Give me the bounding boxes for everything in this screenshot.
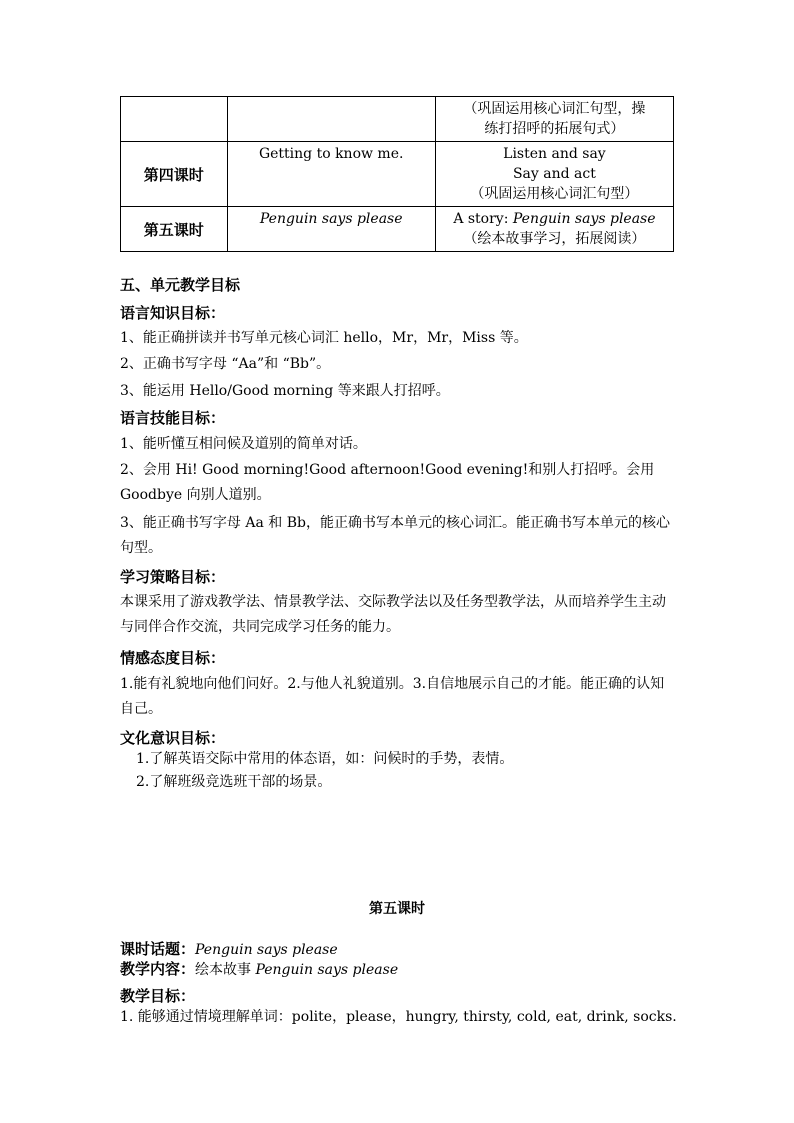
- cell-line: Listen and say: [503, 146, 606, 162]
- lesson-topic-line: [120, 939, 676, 960]
- list-item: 3、能运用 Hello/Good morning 等来跟人打招呼。: [120, 383, 450, 399]
- paragraph: 本课采用了游戏教学法、情景教学法、交际教学法以及任务型教学法，从而培养学生主动与同伴合作交流，共同完成学习任务的能力。: [120, 594, 666, 635]
- subsection-title: 学习策略目标：: [120, 568, 226, 586]
- table-cell-content: [435, 142, 673, 207]
- subsection-title: 情感态度目标：: [120, 649, 226, 667]
- lesson-content-line: [120, 959, 676, 980]
- cell-line: （绘本故事学习，拓展阅读）: [463, 231, 646, 247]
- subsection-title: 语言知识目标：: [120, 304, 226, 322]
- content-value: Penguin says please: [255, 962, 399, 978]
- cell-line: （巩固运用核心词汇句型）: [470, 186, 639, 202]
- topic-value: Penguin says please: [195, 942, 338, 958]
- cell-line: [436, 209, 673, 229]
- list-item: 1、能听懂互相问候及道别的简单对话。: [120, 436, 367, 452]
- section-heading: 五、单元教学目标: [120, 276, 241, 294]
- lesson-label: 第五课时: [121, 207, 228, 252]
- lesson-title: 第五课时: [369, 901, 425, 917]
- table-cell-content: [435, 97, 673, 142]
- table-row: [121, 142, 674, 207]
- goals-label: 教学目标：: [120, 987, 196, 1005]
- table-row: [121, 207, 674, 252]
- list-item: 2.了解班级竞选班干部的场景。: [136, 774, 332, 790]
- table-cell-content: [435, 207, 673, 252]
- content-label: 教学内容：: [120, 960, 196, 978]
- paragraph: 1.能有礼貌地向他们问好。2.与他人礼貌道别。3.自信地展示自己的才能。能正确的认知自己。: [120, 676, 665, 717]
- story-title: Penguin says please: [512, 211, 656, 227]
- list-item: 2、会用 Hi! Good morning!Good afternoon!Good evening!和别人打招呼。会用 Goodbye 向别人道别。: [120, 462, 655, 503]
- subsection-title: 文化意识目标：: [120, 729, 226, 747]
- lesson-label: 第四课时: [121, 142, 228, 207]
- lesson-topic: Penguin says please: [227, 207, 435, 252]
- list-item: 1.了解英语交际中常用的体态语，如：问候时的手势，表情。: [136, 751, 514, 767]
- lesson-topic: Getting to know me.: [227, 142, 435, 207]
- table-cell-empty: [227, 97, 435, 142]
- goal-item: 1. 能够通过情境理解单词：polite，please，hungry, thirsty, cold, eat, drink, socks.: [120, 1009, 677, 1025]
- cell-line: （巩固运用核心词汇句型，操: [463, 101, 646, 117]
- table-cell-empty: [121, 97, 228, 142]
- subsection-title: 语言技能目标：: [120, 409, 226, 427]
- list-item: 1、能正确拼读并书写单元核心词汇 hello，Mr，Mr，Miss 等。: [120, 330, 528, 346]
- story-prefix: A story:: [453, 211, 513, 227]
- list-item: 2、正确书写字母 “Aa”和 “Bb”。: [120, 356, 331, 372]
- topic-label: 课时话题：: [120, 940, 196, 958]
- lesson-schedule-table: [120, 96, 674, 252]
- list-item: 3、能正确书写字母 Aa 和 Bb，能正确书写本单元的核心词汇。能正确书写本单元的核心句型。: [120, 515, 670, 556]
- content-prefix: 绘本故事: [195, 962, 256, 978]
- cell-line: 练打招呼的拓展句式）: [484, 121, 625, 137]
- cell-line: Say and act: [512, 166, 596, 182]
- table-row: [121, 97, 674, 142]
